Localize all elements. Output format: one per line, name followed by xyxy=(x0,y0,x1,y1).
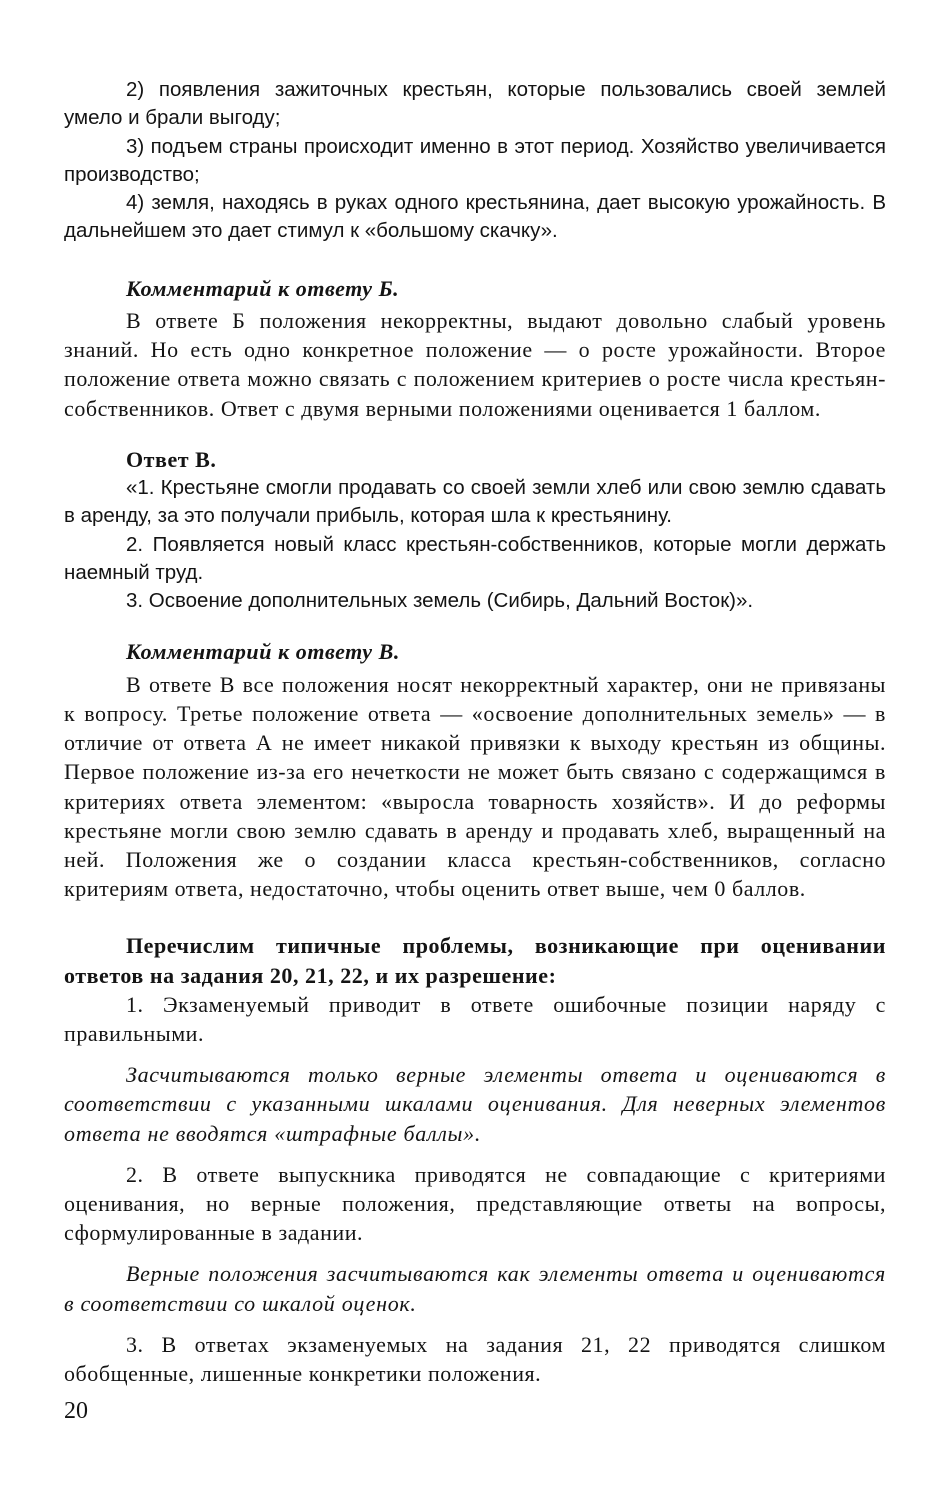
answer-v-item-2: 2. Появляется новый класс крестьян-собственников, которые могли держать наемный труд. xyxy=(64,532,886,584)
answer-v-list xyxy=(64,474,886,615)
typical-problems-section xyxy=(64,931,886,1388)
comment-b-section xyxy=(64,274,886,423)
answer-v-item-3: 3. Освоение дополнительных земель (Сибирь, Дальний Восток)». xyxy=(126,589,754,613)
page-content xyxy=(64,76,886,1388)
answer-b-item-4: 4) земля, находясь в руках одного крестьянина, дает высокую урожайность. В дальнейшем это дает стимул к «большому скачку». xyxy=(64,191,886,243)
problem-1: 1. Экзаменуемый приводит в ответе ошибочные позиции наряду с правильными. xyxy=(64,991,886,1046)
comment-v-section xyxy=(64,637,886,903)
typical-problems-heading: Перечислим типичные проблемы, возникающие при оценивании ответов на задания 20, 21, 22, и их разрешение: xyxy=(64,933,886,988)
answer-v-item-1: «1. Крестьяне смогли продавать со своей земли хлеб или свою землю сдавать в аренду, за это получали прибыль, которая шла к крестьянину. xyxy=(64,476,886,528)
answer-b-item-2: 2) появления зажиточных крестьян, которые пользовались своей землей умело и брали выгоду; xyxy=(64,78,886,130)
comment-b-heading: Комментарий к ответу Б. xyxy=(126,275,400,301)
answer-b-list xyxy=(64,76,886,246)
page-number: 20 xyxy=(64,1398,88,1424)
comment-v-text: В ответе В все положения носят некорректный характер, они не привязаны к вопросу. Третье положение ответа — «освоение дополнительных земель» — в отличие от ответа А не имеет никакой привязки к выходу крестьян из общины. Первое положение из-за его нечеткости не может быть связано с содержащимся в критериях ответа элементом: «выросла товарность хозяйств». И до реформы крестьяне могли свою землю сдавать в аренду и продавать хлеб, выращенный на ней. Положения же о создании класса крестьян-собственников, согласно критериям ответа, недостаточно, чтобы оценить ответ выше, чем 0 баллов. xyxy=(64,671,886,902)
comment-v-heading: Комментарий к ответу В. xyxy=(126,639,400,665)
answer-v-heading: Ответ В. xyxy=(126,446,217,472)
problem-3: 3. В ответах экзаменуемых на задания 21, 22 приводятся слишком обобщенные, лишенные конкретики положения. xyxy=(64,1331,886,1386)
answer-b-item-3: 3) подъем страны происходит именно в этот период. Хозяйство увеличивается производство; xyxy=(64,134,886,186)
comment-b-text: В ответе Б положения некорректны, выдают довольно слабый уровень знаний. Но есть одно конкретное положение — о росте урожайности. Второе положение ответа можно связать с положением критериев о росте числа крестьян-собственников. Ответ с двумя верными положениями оценивается 1 баллом. xyxy=(64,307,886,421)
answer-v-section xyxy=(64,445,886,616)
problem-2-resolution: Верные положения засчитываются как элементы ответа и оцениваются в соответствии со шкалой оценок. xyxy=(64,1261,886,1316)
problem-2: 2. В ответе выпускника приводятся не совпадающие с критериями оценивания, но верные положения, представляющие ответы на вопросы, сформулированные в задании. xyxy=(64,1161,886,1246)
problem-1-resolution: Засчитываются только верные элементы ответа и оцениваются в соответствии с указанными шкалами оценивания. Для неверных элементов ответа не вводятся «штрафные баллы». xyxy=(64,1062,886,1146)
